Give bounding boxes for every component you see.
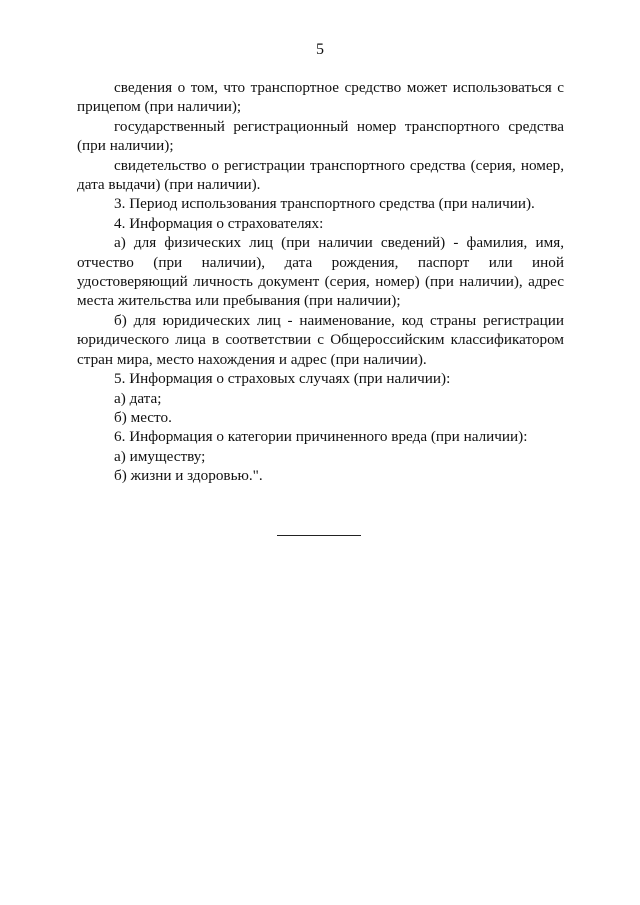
page-number: 5 — [316, 41, 324, 58]
paragraph-legal-entities: б) для юридических лиц - наименование, код страны регистрации юридического лица в соответствии с Общероссийским классификатором стран мира, место нахождения и адрес (при наличии). — [77, 311, 564, 368]
paragraph-registration-certificate: свидетельство о регистрации транспортного средства (серия, номер, дата выдачи) (при наличии). — [77, 156, 564, 194]
end-of-document-rule — [277, 535, 361, 536]
paragraph-harm-category-heading: 6. Информация о категории причиненного вреда (при наличии): — [114, 428, 528, 446]
paragraph-event-date: а) дата; — [114, 389, 162, 407]
paragraph-event-place: б) место. — [114, 408, 172, 426]
paragraph-registration-number: государственный регистрационный номер транспортного средства (при наличии); — [77, 117, 564, 155]
paragraph-individuals: а) для физических лиц (при наличии сведений) - фамилия, имя, отчество (при наличии), дата рождения, паспорт или иной удостоверяющий личность документ (серия, номер) (при наличии), адрес места жительства или пребывания (при наличии); — [77, 234, 564, 310]
paragraph-policyholders-heading: 4. Информация о страхователях: — [114, 214, 324, 232]
paragraph-trailer-info: сведения о том, что транспортное средство может использоваться с прицепом (при наличии); — [77, 79, 564, 116]
document-body — [77, 78, 564, 486]
paragraph-usage-period: 3. Период использования транспортного средства (при наличии). — [114, 195, 535, 213]
paragraph-harm-property: а) имуществу; — [114, 447, 206, 465]
paragraph-harm-life-health: б) жизни и здоровью.". — [114, 467, 263, 485]
paragraph-insured-events-heading: 5. Информация о страховых случаях (при наличии): — [114, 370, 451, 388]
